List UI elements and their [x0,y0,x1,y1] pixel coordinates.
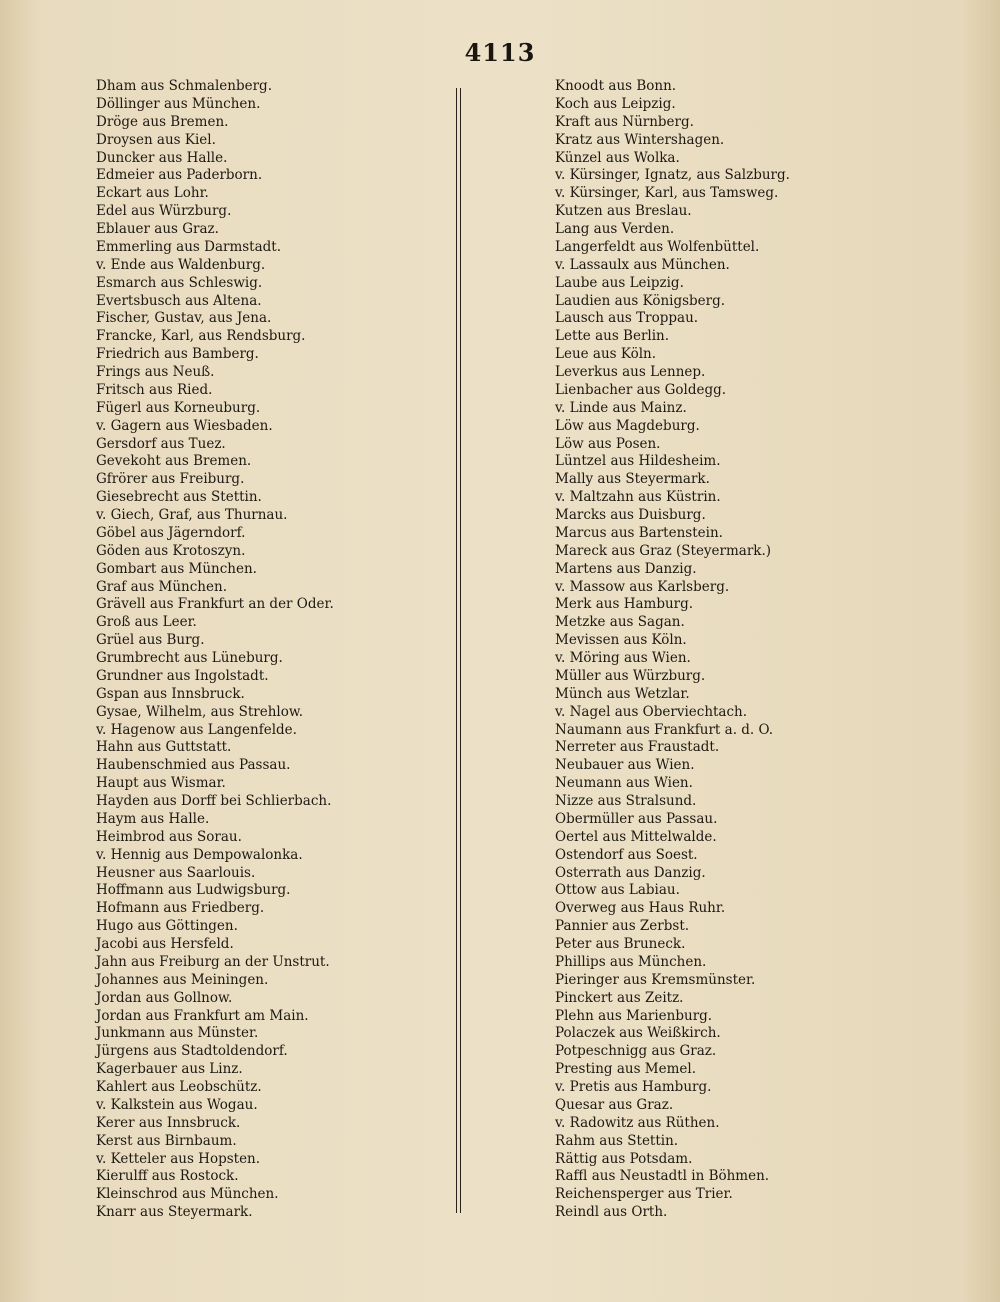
name-entry: Edel aus Würzburg. [96,203,232,220]
name-entry: Esmarch aus Schleswig. [96,274,263,291]
name-entry: Gysae, Wilhelm, aus Strehlow. [96,703,304,720]
name-entry: v. Kürsinger, Karl, aus Tamsweg. [555,185,779,202]
name-entry: Gersdorf aus Tuez. [96,435,226,452]
name-entry: Jahn aus Freiburg an der Unstrut. [96,953,330,970]
name-entry: Ottow aus Labiau. [555,882,680,899]
name-entry: Pinckert aus Zeitz. [555,989,684,1006]
name-entry: Peter aus Bruneck. [555,936,686,952]
name-entry: Graf aus München. [96,578,227,595]
name-entry: Kratz aus Wintershagen. [555,131,725,148]
name-entry: Duncker aus Halle. [96,149,228,166]
name-entry: Lausch aus Troppau. [555,310,699,327]
name-entry: Kierulff aus Rostock. [96,1168,239,1185]
name-entry: Lang aus Verden. [555,221,675,237]
name-entry: Grumbrecht aus Lüneburg. [96,650,283,666]
name-entry: Friedrich aus Bamberg. [96,346,259,363]
name-entry: Kraft aus Nürnberg. [555,113,694,130]
name-entry: v. Lassaulx aus München. [555,256,730,273]
name-entry: Knoodt aus Bonn. [555,78,677,94]
name-entry: Gspan aus Innsbruck. [96,685,245,702]
name-entry: Giesebrecht aus Stettin. [96,489,262,506]
name-entry: Hofmann aus Friedberg. [96,900,265,917]
name-entry: Gfrörer aus Freiburg. [96,471,245,488]
name-entry: Heusner aus Saarlouis. [96,864,256,881]
name-entry: Dröge aus Bremen. [96,113,229,130]
name-entry: v. Linde aus Mainz. [555,399,687,416]
name-entry: Kerst aus Birnbaum. [96,1132,237,1149]
name-entry: Marcus aus Bartenstein. [555,524,723,541]
name-entry: Mevissen aus Köln. [555,632,687,649]
name-entry: Junkmann aus Münster. [96,1025,259,1042]
name-entry: Francke, Karl, aus Rendsburg. [96,328,306,345]
name-entry: Koch aus Leipzig. [555,95,676,112]
name-entry: Quesar aus Graz. [555,1096,674,1113]
name-entry: Leverkus aus Lennep. [555,364,706,380]
name-entry: Hoffmann aus Ludwigsburg. [96,882,291,899]
name-entry: Merk aus Hamburg. [555,596,694,613]
name-entry: Haupt aus Wismar. [96,775,226,792]
name-entry: Oertel aus Mittelwalde. [555,828,717,845]
name-entry: Löw aus Posen. [555,435,661,452]
left-column [96,78,441,1222]
name-entry: Mareck aus Graz (Steyermark.) [555,542,772,559]
name-entry: Fischer, Gustav, aus Jena. [96,310,272,327]
name-entry: Overweg aus Haus Ruhr. [555,900,726,917]
name-entry: Osterrath aus Danzig. [555,864,706,881]
name-entry: Hahn aus Guttstatt. [96,739,232,756]
name-entry: Löw aus Magdeburg. [555,417,700,434]
name-entry: Hayden aus Dorff bei Schlierbach. [96,793,332,809]
name-entry: Grävell aus Frankfurt an der Oder. [96,596,334,613]
name-entry: Jordan aus Gollnow. [96,989,233,1006]
name-entry: Haubenschmied aus Passau. [96,757,291,774]
name-entry: Grundner aus Ingolstadt. [96,667,269,684]
name-entry: Rahm aus Stettin. [555,1132,679,1149]
name-entry: Kleinschrod aus München. [96,1186,279,1203]
name-entry: Pieringer aus Kremsmünster. [555,971,756,988]
name-entry: Jürgens aus Stadtoldendorf. [96,1043,288,1060]
name-entry: Edmeier aus Paderborn. [96,167,263,184]
name-entry: Neubauer aus Wien. [555,757,695,774]
name-entry: Lüntzel aus Hildesheim. [555,453,721,470]
page-number: 4113 [464,38,536,67]
name-entry: Obermüller aus Passau. [555,810,718,827]
name-entry: Hugo aus Göttingen. [96,918,238,935]
name-entry: Neumann aus Wien. [555,775,693,792]
name-entry: Nizze aus Stralsund. [555,793,697,809]
name-entry: v. Hennig aus Dempowalonka. [96,846,303,863]
name-entry: Phillips aus München. [555,953,707,970]
right-column [555,78,955,1222]
name-entry: Eckart aus Lohr. [96,185,209,202]
name-entry: Jacobi aus Hersfeld. [96,936,234,952]
name-entry: Emmerling aus Darmstadt. [96,238,282,255]
name-entry: v. Giech, Graf, aus Thurnau. [96,507,288,523]
name-entry: v. Ketteler aus Hopsten. [96,1150,261,1167]
name-entry: Lette aus Berlin. [555,328,670,345]
name-entry: Münch aus Wetzlar. [555,685,690,702]
name-entry: Leue aus Köln. [555,346,657,363]
name-entry: Johannes aus Meiningen. [96,971,269,988]
name-entry: Droysen aus Kiel. [96,131,216,148]
name-entry: Kahlert aus Leobschütz. [96,1079,262,1095]
name-entry: Martens aus Danzig. [555,560,697,577]
name-entry: v. Radowitz aus Rüthen. [555,1114,720,1131]
name-entry: Langerfeldt aus Wolfenbüttel. [555,238,760,255]
name-entry: Metzke aus Sagan. [555,614,685,631]
name-entry: Laudien aus Königsberg. [555,292,726,309]
name-entry: Eblauer aus Graz. [96,221,219,237]
name-entry: Lienbacher aus Goldegg. [555,381,727,398]
name-entry: v. Möring aus Wien. [555,650,691,666]
name-entry: v. Nagel aus Oberviechtach. [555,703,748,720]
name-entry: Grüel aus Burg. [96,632,205,649]
name-entry: Fritsch aus Ried. [96,381,213,398]
name-entry: Mally aus Steyermark. [555,471,710,488]
name-entry: v. Maltzahn aus Küstrin. [555,489,721,506]
name-entry: v. Kürsinger, Ignatz, aus Salzburg. [555,167,790,184]
name-entry: Müller aus Würzburg. [555,667,706,684]
name-entry: v. Pretis aus Hamburg. [555,1079,712,1095]
name-entry: Künzel aus Wolka. [555,149,680,166]
name-entry: Döllinger aus München. [96,95,261,112]
name-entry: Kutzen aus Breslau. [555,203,692,220]
name-entry: Nerreter aus Fraustadt. [555,739,720,756]
name-entry: Evertsbusch aus Altena. [96,292,262,309]
name-entry: Göden aus Krotoszyn. [96,542,246,559]
name-entry: Raffl aus Neustadtl in Böhmen. [555,1168,770,1185]
name-entry: Presting aus Memel. [555,1061,696,1078]
name-entry: Gevekoht aus Bremen. [96,453,252,470]
name-entry: Haym aus Halle. [96,810,210,827]
name-entry: Frings aus Neuß. [96,364,215,380]
name-entry: Dham aus Schmalenberg. [96,78,272,94]
name-entry: Pannier aus Zerbst. [555,918,690,935]
name-entry: v. Ende aus Waldenburg. [96,256,266,273]
name-entry: Reichensperger aus Trier. [555,1186,733,1203]
name-entry: v. Gagern aus Wiesbaden. [96,417,273,434]
name-entry: Gombart aus München. [96,560,257,577]
name-entry: Jordan aus Frankfurt am Main. [96,1007,309,1024]
name-entry: Groß aus Leer. [96,614,197,631]
name-entry: v. Hagenow aus Langenfelde. [96,721,297,738]
name-entry: Reindl aus Orth. [555,1204,668,1221]
name-entry: Knarr aus Steyermark. [96,1204,253,1221]
name-entry: Polaczek aus Weißkirch. [555,1025,721,1042]
name-entry: Kerer aus Innsbruck. [96,1114,241,1131]
name-entry: v. Kalkstein aus Wogau. [96,1096,258,1113]
name-entry: Fügerl aus Korneuburg. [96,399,261,416]
name-entry: Ostendorf aus Soest. [555,846,698,863]
name-entry: Rättig aus Potsdam. [555,1150,693,1167]
name-entry: v. Massow aus Karlsberg. [555,578,730,595]
name-entry: Laube aus Leipzig. [555,274,684,291]
name-entry: Heimbrod aus Sorau. [96,828,242,845]
name-entry: Marcks aus Duisburg. [555,507,706,523]
name-entry: Kagerbauer aus Linz. [96,1061,243,1078]
name-entry: Naumann aus Frankfurt a. d. O. [555,721,774,738]
name-entry: Potpeschnigg aus Graz. [555,1043,717,1060]
column-divider [456,88,461,1213]
name-entry: Plehn aus Marienburg. [555,1007,713,1024]
name-entry: Göbel aus Jägerndorf. [96,524,246,541]
